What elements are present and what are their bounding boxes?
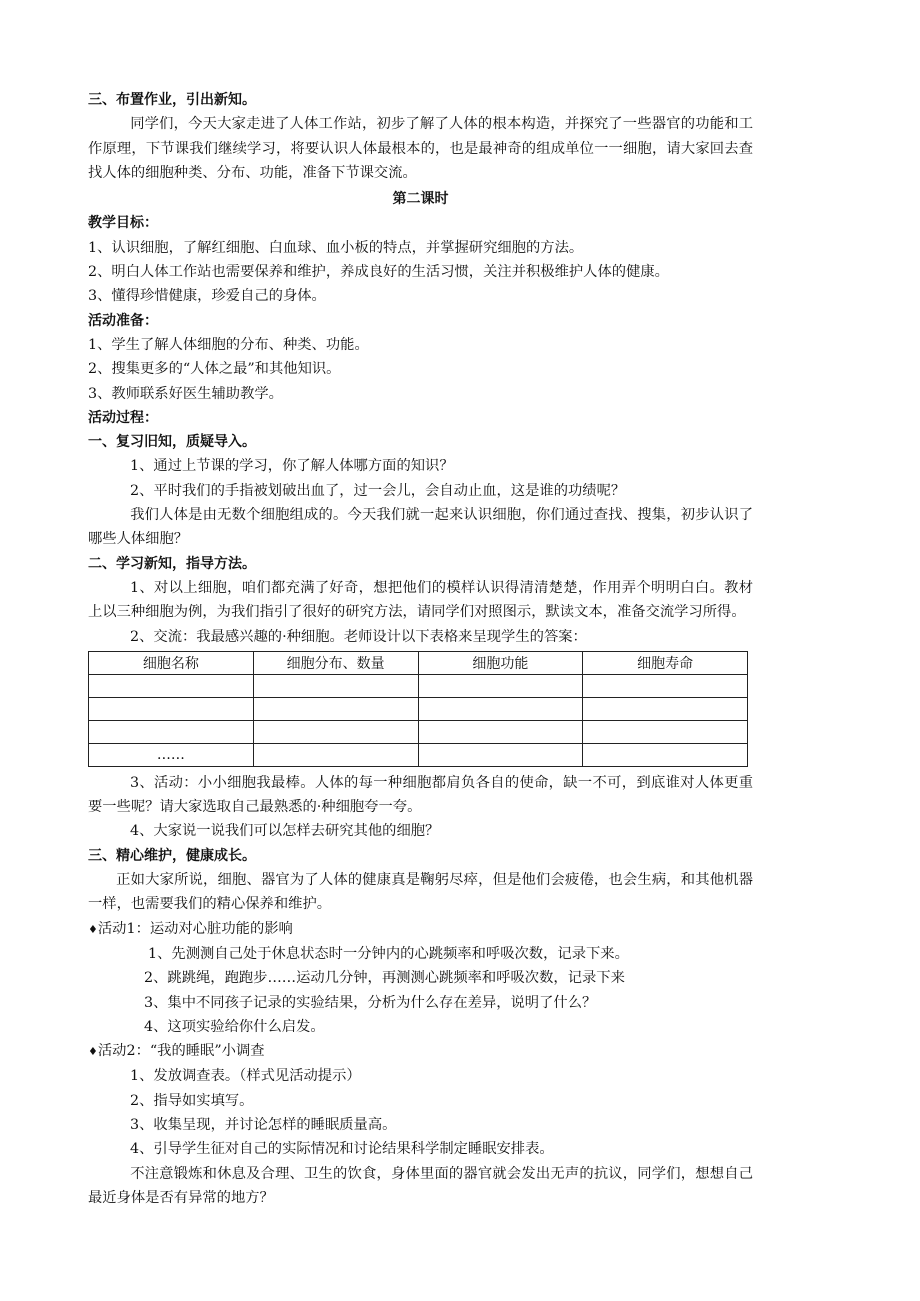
goal-item: 3、懂得珍惜健康，珍爱自己的身体。 bbox=[88, 288, 326, 305]
lesson2-title: 第二课时 bbox=[392, 191, 449, 208]
process-heading: 活动过程： bbox=[88, 409, 158, 426]
activity2-item: 1、发放调查表。（样式见活动提示） bbox=[130, 1068, 361, 1085]
activity1-item: 2、跳跳绳，跑跑步……运动几分钟，再测测心跳频率和呼吸次数，记录下来 bbox=[144, 970, 625, 987]
prep-item: 2、搜集更多的“人体之最”和其他知识。 bbox=[88, 361, 341, 378]
activity2-title: ♦活动2：“我的睡眠”小调查 bbox=[88, 1043, 265, 1060]
part1-question: 1、通过上节课的学习，你了解人体哪方面的知识？ bbox=[130, 458, 454, 475]
table-header-cell: 细胞分布、数量 bbox=[253, 651, 418, 674]
part2-title: 二、学习新知，指导方法。 bbox=[88, 555, 256, 572]
activity2-item: 4、引导学生征对自己的实际情况和讨论结果科学制定睡眠安排表。 bbox=[130, 1141, 554, 1158]
activity1-item: 4、这项实验给你什么启发。 bbox=[144, 1018, 325, 1035]
section3-title: 三、布置作业，引出新知。 bbox=[88, 92, 256, 108]
table-header-cell: 细胞名称 bbox=[89, 651, 254, 674]
prep-item: 3、教师联系好医生辅助教学。 bbox=[88, 385, 283, 402]
closing-paragraph: 不注意锻炼和休息及合理、卫生的饮食，身体里面的器官就会发出无声的抗议，同学们，想想自己最近身体是否有异常的地方？ bbox=[88, 1165, 753, 1206]
part1-title: 一、复习旧知，质疑导入。 bbox=[88, 434, 256, 451]
activity2-item: 3、收集呈现，并讨论怎样的睡眠质量高。 bbox=[130, 1116, 397, 1133]
table-row bbox=[89, 674, 748, 697]
diamond-bullet-icon: ♦ bbox=[88, 1045, 98, 1059]
activity1-item: 1、先测测自己处于休息状态时一分钟内的心跳频率和呼吸次数，记录下来。 bbox=[148, 945, 629, 962]
table-row bbox=[89, 743, 748, 766]
prep-item: 1、学生了解人体细胞的分布、种类、功能。 bbox=[88, 336, 369, 353]
activity1-item: 3、集中不同孩子记录的实验结果，分析为什么存在差异，说明了什么？ bbox=[144, 994, 597, 1011]
part2-paragraph: 4、大家说一说我们可以怎样去研究其他的细胞？ bbox=[130, 823, 440, 840]
cell-table bbox=[88, 651, 748, 767]
part3-body: 正如大家所说，细胞、器官为了人体的健康真是鞠躬尽瘁，但是他们会疲倦，也会生病，和其他机器一样，也需要我们的精心保养和维护。 bbox=[88, 872, 753, 913]
table-row bbox=[89, 697, 748, 720]
activity2-item: 2、指导如实填写。 bbox=[130, 1092, 254, 1109]
part1-question: 2、平时我们的手指被划破出血了，过一会儿，会自动止血，这是谁的功绩呢？ bbox=[130, 482, 626, 499]
section3-body: 同学们，今天大家走进了人体工作站，初步了解了人体的根本构造，并探究了一些器官的功能和工作原理，下节课我们继续学习，将要认识人体最根本的，也是最神奇的组成单位一一细胞，请大家回去查找人体的细胞种类、分布、功能，准备下节课交流。 bbox=[88, 116, 753, 181]
goal-item: 2、明白人体工作站也需要保养和维护，养成良好的生活习惯，关注并积极维护人体的健康。 bbox=[88, 264, 669, 281]
part1-body: 我们人体是由无数个细胞组成的。今天我们就一起来认识细胞，你们通过查找、搜集，初步认识了哪些人体细胞？ bbox=[88, 507, 753, 548]
table-header-row bbox=[89, 651, 748, 674]
part2-paragraph: 1、对以上细胞，咱们都充满了好奇，想把他们的模样认识得清清楚楚，作用弄个明明白白。教材上以三种细胞为例，为我们指引了很好的研究方法，请同学们对照图示，默读文本，准备交流学习所得。 bbox=[88, 579, 753, 621]
prep-heading: 活动准备： bbox=[88, 312, 158, 329]
activity1-title: ♦活动1：运动对心脏功能的影响 bbox=[88, 920, 293, 937]
table-header-cell: 细胞功能 bbox=[418, 651, 583, 674]
part3-title: 三、精心维护，健康成长。 bbox=[88, 847, 256, 864]
goal-item: 1、认识细胞，了解红细胞、白血球、血小板的特点，并掌握研究细胞的方法。 bbox=[88, 239, 584, 256]
part2-paragraph: 3、活动：小小细胞我最棒。人体的每一种细胞都肩负各自的使命，缺一不可，到底谁对人体更重要一些呢？请大家选取自己最熟悉的·种细胞夸一夸。 bbox=[88, 774, 753, 816]
diamond-bullet-icon: ♦ bbox=[88, 922, 98, 936]
table-row bbox=[89, 720, 748, 743]
table-ellipsis: …… bbox=[89, 743, 254, 766]
table-header-cell: 细胞寿命 bbox=[583, 651, 748, 674]
goals-heading: 教学目标： bbox=[88, 215, 158, 232]
document-page bbox=[88, 88, 753, 1210]
part2-paragraph: 2、交流：我最感兴趣的·种细胞。老师设计以下表格来呈现学生的答案： bbox=[130, 628, 587, 645]
